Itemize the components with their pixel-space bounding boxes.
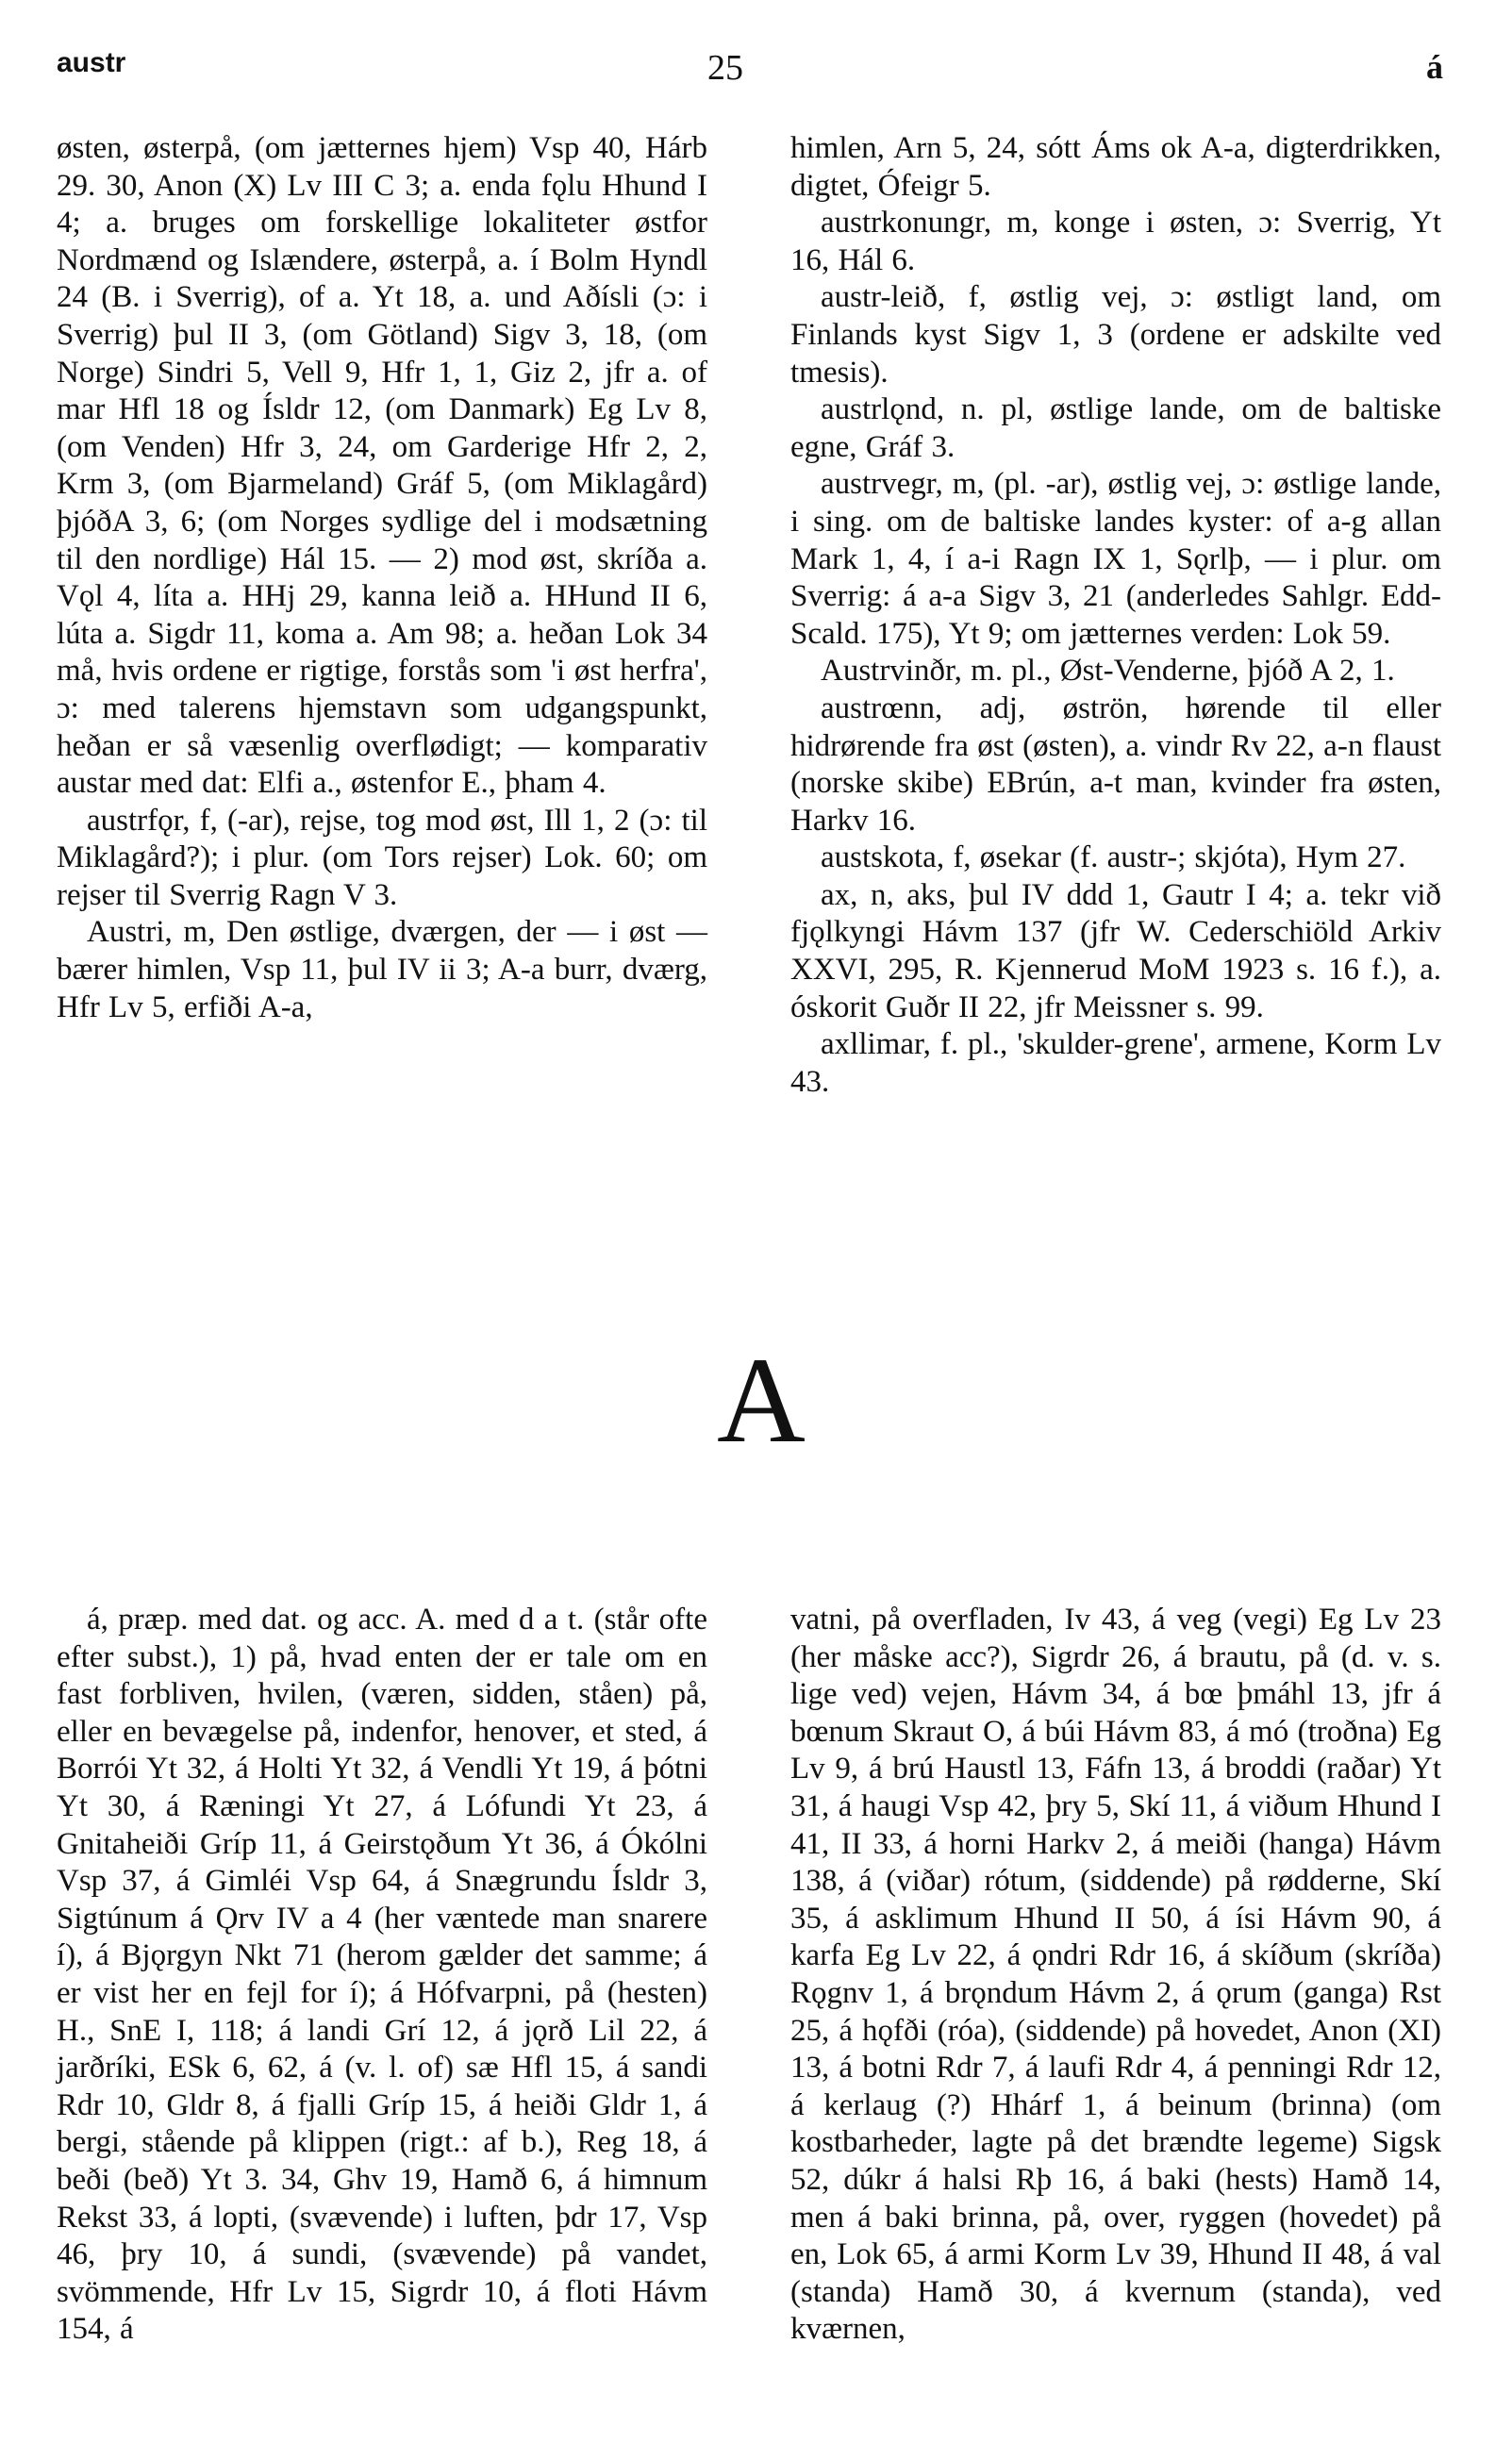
entry-paragraph: austrlǫnd, n. pl, østlige lande, om de baltiske egne, Gráf 3. <box>790 392 1441 464</box>
entry-paragraph: Austrvinðr, m. pl., Øst-Venderne, þjóð A 2, 1. <box>821 654 1395 689</box>
entry-paragraph: austrvegr, m, (pl. -ar), østlig vej, ɔ: østlige lande, i sing. om de baltiske landes kyster: of a-g allan Mark 1, 4, í a-i Ragn IX 1, Sǫrlþ, — i plur. om Sverrig: á a-a Sigv 3, 21 (anderledes Sahlgr. Edd-Scald. 175), Yt 9; om jætternes verden: Lok 59. <box>790 467 1441 651</box>
entry-paragraph: á, præp. med dat. og acc. A. med d a t. (står ofte efter subst.), 1) på, hvad enten der er tale om en fast forbliven, hvilen, (væren, sidden, ståen) på, eller en bevægelse på, indenfor, henover, et sted, á Borrói Yt 32, á Holti Yt 32, á Vendli Yt 19, á þótni Yt 30, á Ræningi Yt 27, á Lófundi Yt 23, á Gnitaheiði Gríp 11, á Geirstǫðum Yt 36, á Ókólni Vsp 37, á Gimléi Vsp 64, á Snægrundu Ísldr 3, Sigtúnum á Ǫrv IV a 4 (her væntede man snarere í), á Bjǫrgyn Nkt 71 (herom gælder det samme; á er vist her en fejl for í); á Hófvarpni, på (hesten) H., SnE I, 118; á landi Grí 12, á jǫrð Lil 22, á jarðríki, ESk 6, 62, á (v. l. of) sæ Hfl 15, á sandi Rdr 10, Gldr 8, á fjalli Gríp 15, á heiði Gldr 1, á bergi, stående på klippen (rigt.: af b.), Reg 18, á beði (beð) Yt 3. 34, Ghv 19, Hamð 6, á himnum Rekst 33, á lopti, (svævende) i luften, þdr 17, Vsp 46, þry 10, á sundi, (svævende) på vandet, svömmende, Hfr Lv 15, Sigrdr 10, á floti Hávm 154, á <box>57 1603 707 2347</box>
column-top-right <box>790 130 1441 1168</box>
page-header <box>57 47 1462 94</box>
entry-paragraph: austskota, f, øsekar (f. austr-; skjóta), Hym 27. <box>821 840 1406 875</box>
running-head-left: austr <box>57 47 126 78</box>
entry-paragraph: himlen, Arn 5, 24, sótt Áms ok A-a, digterdrikken, digtet, Ófeigr 5. <box>790 131 1441 203</box>
entry-paragraph: axllimar, f. pl., 'skulder-grene', armene, Korm Lv 43. <box>790 1027 1441 1099</box>
entry-paragraph: austrkonungr, m, konge i østen, ɔ: Sverrig, Yt 16, Hál 6. <box>790 206 1441 277</box>
entry-paragraph: austr-leið, f, østlig vej, ɔ: østligt land, om Finlands kyst Sigv 1, 3 (ordene er adskilte ved tmesis). <box>790 280 1441 390</box>
section-letter-heading: A <box>717 1333 806 1469</box>
column-top-left <box>57 130 707 1168</box>
running-head-right: á <box>1426 48 1443 86</box>
entry-paragraph: austrœnn, adj, øströn, hørende til eller hidrørende fra øst (østen), a. vindr Rv 22, a-n flaust (norske skibe) EBrún, a-t man, kvinder fra østen, Harkv 16. <box>790 690 1441 838</box>
entry-paragraph: ax, n, aks, þul IV ddd 1, Gautr I 4; a. tekr við fjǫlkyngi Hávm 137 (jfr W. Cederschiöld Arkiv XXVI, 295, R. Kjennerud MoM 1923 s. 16 f.), a. óskorit Guðr II 22, jfr Meissner s. 99. <box>790 877 1441 1024</box>
entry-paragraph: Austri, m, Den østlige, dværgen, der — i øst — bærer himlen, Vsp 11, þul IV ii 3; A-a burr, dværg, Hfr Lv 5, erfiði A-a, <box>57 915 707 1024</box>
entry-paragraph: austrfǫr, f, (-ar), rejse, tog mod øst, Ill 1, 2 (ɔ: til Miklagård?); i plur. (om Tors rejser) Lok. 60; om rejser til Sverrig Ragn V 3. <box>57 803 707 912</box>
column-bottom-left <box>57 1602 707 2432</box>
column-bottom-right <box>790 1602 1441 2432</box>
entry-paragraph: østen, østerpå, (om jætternes hjem) Vsp 40, Hárb 29. 30, Anon (X) Lv III C 3; a. enda fǫlu Hhund I 4; a. bruges om forskellige lokaliteter østfor Nordmænd og Islændere, østerpå, a. í Bolm Hyndl 24 (B. i Sverrig), of a. Yt 18, a. und Aðísli (ɔ: i Sverrig) þul II 3, (om Götland) Sigv 3, 18, (om Norge) Sindri 5, Vell 9, Hfr 1, 1, Giz 2, jfr a. of mar Hfl 18 og Ísldr 12, (om Danmark) Eg Lv 8, (om Venden) Hfr 3, 24, om Garderige Hfr 2, 2, Krm 3, (om Bjarmeland) Gráf 5, (om Miklagård) þjóðA 3, 6; (om Norges sydlige del i modsætning til den nordlige) Hál 15. — 2) mod øst, skríða a. Vǫl 4, líta a. HHj 29, kanna leið a. HHund II 6, lúta a. Sigdr 11, koma a. Am 98; a. heðan Lok 34 må, hvis ordene er rigtige, forstås som 'i øst herfra', ɔ: med talerens hjemstavn som udgangspunkt, heðan er så væsenlig overflødigt; — komparativ austar med dat: Elfi a., østenfor E., þham 4. <box>57 131 707 801</box>
entry-paragraph: vatni, på overfladen, Iv 43, á veg (vegi) Eg Lv 23 (her måske acc?), Sigrdr 26, á brautu, på (d. v. s. lige ved) vejen, Hávm 34, á bœ þmáhl 13, jfr á bœnum Skraut O, á búi Hávm 83, á mó (troðna) Eg Lv 9, á brú Haustl 13, Fáfn 13, á broddi (raðar) Yt 31, á haugi Vsp 42, þry 5, Skí 11, á viðum Hhund I 41, II 33, á horni Harkv 2, á meiði (hanga) Hávm 138, á (viðar) rótum, (siddende) på rødderne, Skí 35, á asklimum Hhund II 50, á ísi Hávm 90, á karfa Eg Lv 22, á ǫndri Rdr 16, á skíðum (skríða) Rǫgnv 1, á brǫndum Hávm 2, á ǫrum (ganga) Rst 25, á hǫfði (róa), (siddende) på hovedet, Anon (XI) 13, á botni Rdr 7, á laufi Rdr 4, á penningi Rdr 12, á kerlaug (?) Hhárf 1, á beinum (brinna) (om kostbarheder, lagte på det brændte legeme) Sigsk 52, dúkr á halsi Rþ 16, á baki (hests) Hamð 14, men á baki brinna, på, over, ryggen (hovedet) på en, Lok 65, á armi Korm Lv 39, Hhund II 48, á val (standa) Hamð 30, á kvernum (standa), ved kværnen, <box>790 1603 1441 2347</box>
page-number: 25 <box>707 48 743 88</box>
